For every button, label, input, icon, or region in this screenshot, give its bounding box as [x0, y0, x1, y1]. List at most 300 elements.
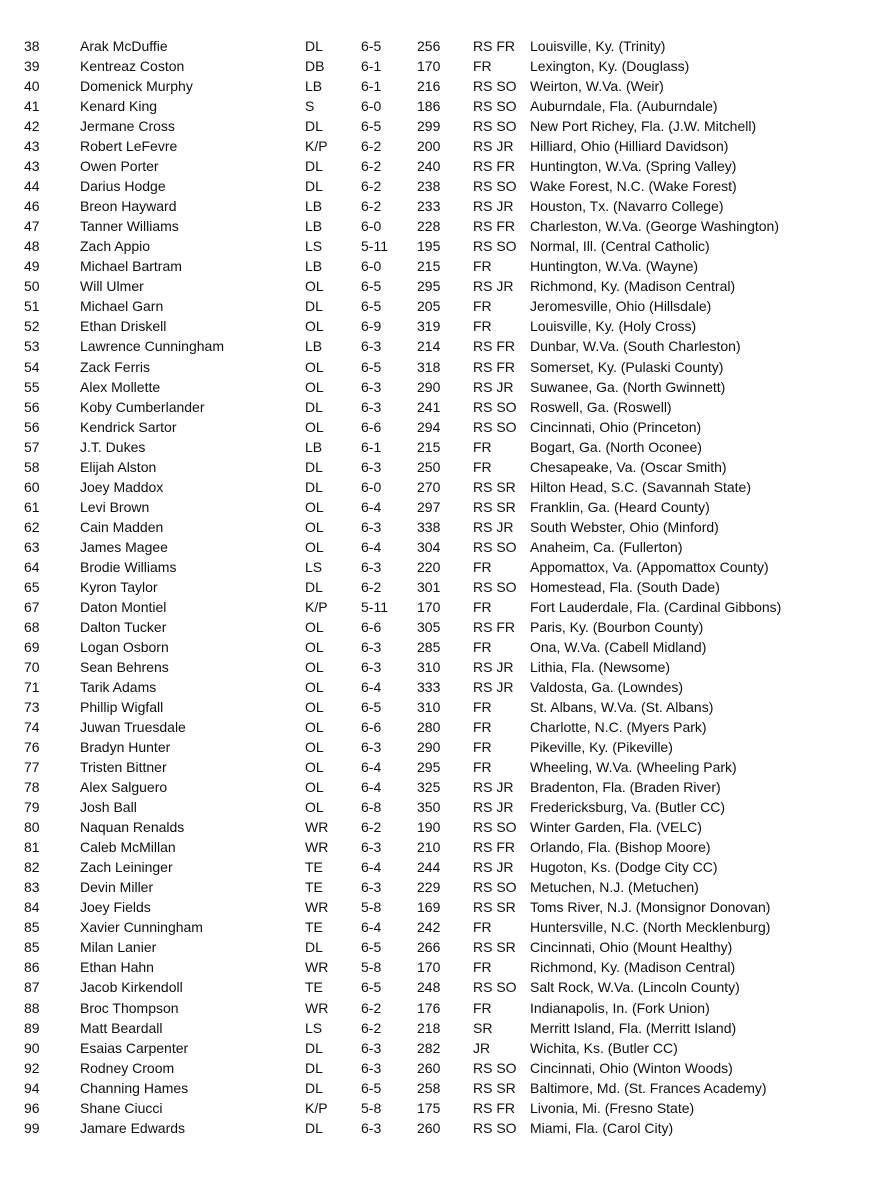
hometown: Charleston, W.Va. (George Washington)	[530, 218, 779, 235]
hometown: Huntersville, N.C. (North Mecklenburg)	[530, 919, 771, 936]
height: 6-1	[361, 438, 382, 455]
height: 5-8	[361, 959, 382, 976]
jersey-number: 90	[24, 1039, 40, 1056]
table-row	[0, 737, 880, 757]
player-name: Owen Porter	[80, 158, 159, 175]
position: DL	[305, 939, 323, 956]
position: LB	[305, 258, 323, 275]
height: 6-6	[361, 418, 382, 435]
position: DL	[305, 118, 323, 135]
jersey-number: 96	[24, 1099, 40, 1116]
position: LB	[305, 338, 323, 355]
position: K/P	[305, 138, 328, 155]
jersey-number: 40	[24, 78, 40, 95]
position: LB	[305, 78, 323, 95]
jersey-number: 88	[24, 999, 40, 1016]
table-row	[0, 196, 880, 216]
class-year: RS JR	[473, 378, 514, 395]
weight: 294	[417, 418, 441, 435]
position: OL	[305, 618, 324, 635]
jersey-number: 67	[24, 598, 40, 615]
weight: 266	[417, 939, 441, 956]
hometown: Miami, Fla. (Carol City)	[530, 1119, 674, 1136]
hometown: Richmond, Ky. (Madison Central)	[530, 278, 736, 295]
hometown: Louisville, Ky. (Trinity)	[530, 38, 666, 54]
weight: 295	[417, 759, 441, 776]
player-name: Cain Madden	[80, 518, 164, 535]
hometown: Bogart, Ga. (North Oconee)	[530, 438, 702, 455]
jersey-number: 77	[24, 759, 40, 776]
hometown: Cincinnati, Ohio (Mount Healthy)	[530, 939, 733, 956]
position: OL	[305, 699, 324, 716]
class-year: FR	[473, 999, 492, 1016]
hometown: Charlotte, N.C. (Myers Park)	[530, 719, 707, 736]
table-row	[0, 437, 880, 457]
table-row	[0, 156, 880, 176]
weight: 186	[417, 98, 441, 115]
height: 6-5	[361, 979, 382, 996]
position: OL	[305, 538, 324, 555]
height: 5-8	[361, 899, 382, 916]
player-name: Kendrick Sartor	[80, 418, 177, 435]
jersey-number: 78	[24, 779, 40, 796]
player-name: Arak McDuffie	[80, 38, 168, 54]
player-name: Esaias Carpenter	[80, 1039, 189, 1056]
height: 6-2	[361, 819, 382, 836]
player-name: Dalton Tucker	[80, 618, 167, 635]
position: LB	[305, 438, 323, 455]
weight: 175	[417, 1099, 441, 1116]
weight: 215	[417, 438, 441, 455]
position: OL	[305, 759, 324, 776]
jersey-number: 82	[24, 859, 40, 876]
height: 5-11	[361, 598, 388, 615]
height: 6-3	[361, 338, 382, 355]
table-row	[0, 457, 880, 477]
table-row	[0, 316, 880, 336]
class-year: FR	[473, 318, 492, 335]
position: WR	[305, 819, 329, 836]
height: 6-9	[361, 318, 382, 335]
position: OL	[305, 719, 324, 736]
player-name: Koby Cumberlander	[80, 398, 205, 415]
height: 6-5	[361, 939, 382, 956]
table-row	[0, 357, 880, 377]
height: 6-4	[361, 859, 382, 876]
table-row	[0, 537, 880, 557]
weight: 176	[417, 999, 441, 1016]
table-row	[0, 56, 880, 76]
weight: 215	[417, 258, 441, 275]
class-year: FR	[473, 739, 492, 756]
position: WR	[305, 999, 329, 1016]
class-year: FR	[473, 258, 492, 275]
weight: 200	[417, 138, 441, 155]
height: 5-8	[361, 1099, 382, 1116]
jersey-number: 41	[24, 98, 40, 115]
jersey-number: 58	[24, 458, 40, 475]
table-row	[0, 1078, 880, 1098]
hometown: Suwanee, Ga. (North Gwinnett)	[530, 378, 726, 395]
height: 6-5	[361, 1079, 382, 1096]
class-year: RS FR	[473, 839, 515, 856]
class-year: RS SO	[473, 98, 517, 115]
player-name: Elijah Alston	[80, 458, 157, 475]
weight: 290	[417, 739, 441, 756]
height: 6-3	[361, 839, 382, 856]
class-year: RS SO	[473, 178, 517, 195]
class-year: RS SO	[473, 398, 517, 415]
class-year: FR	[473, 298, 492, 315]
jersey-number: 42	[24, 118, 40, 135]
weight: 250	[417, 458, 441, 475]
player-name: Josh Ball	[80, 799, 137, 816]
weight: 305	[417, 618, 441, 635]
weight: 229	[417, 879, 441, 896]
table-row	[0, 597, 880, 617]
position: TE	[305, 859, 323, 876]
position: K/P	[305, 598, 328, 615]
jersey-number: 74	[24, 719, 40, 736]
weight: 216	[417, 78, 441, 95]
hometown: Metuchen, N.J. (Metuchen)	[530, 879, 699, 896]
player-name: Zack Ferris	[80, 358, 150, 375]
player-name: Joey Fields	[80, 899, 151, 916]
player-name: Devin Miller	[80, 879, 154, 896]
player-name: J.T. Dukes	[80, 438, 146, 455]
weight: 301	[417, 578, 441, 595]
height: 6-4	[361, 498, 382, 515]
weight: 169	[417, 899, 441, 916]
jersey-number: 57	[24, 438, 40, 455]
table-row	[0, 1098, 880, 1118]
class-year: FR	[473, 699, 492, 716]
table-row	[0, 657, 880, 677]
hometown: Cincinnati, Ohio (Princeton)	[530, 418, 702, 435]
class-year: FR	[473, 759, 492, 776]
jersey-number: 50	[24, 278, 40, 295]
player-name: Kenard King	[80, 98, 158, 115]
table-row	[0, 937, 880, 957]
weight: 260	[417, 1119, 441, 1136]
class-year: FR	[473, 719, 492, 736]
height: 6-8	[361, 799, 382, 816]
jersey-number: 64	[24, 558, 40, 575]
jersey-number: 81	[24, 839, 40, 856]
table-row	[0, 857, 880, 877]
player-name: Alex Salguero	[80, 779, 168, 796]
class-year: FR	[473, 558, 492, 575]
hometown: Homestead, Fla. (South Dade)	[530, 578, 720, 595]
hometown: Huntington, W.Va. (Spring Valley)	[530, 158, 737, 175]
height: 6-4	[361, 779, 382, 796]
jersey-number: 39	[24, 58, 40, 75]
hometown: South Webster, Ohio (Minford)	[530, 518, 719, 535]
weight: 248	[417, 979, 441, 996]
class-year: RS SO	[473, 819, 517, 836]
position: DL	[305, 458, 323, 475]
table-row	[0, 1038, 880, 1058]
jersey-number: 84	[24, 899, 40, 916]
jersey-number: 56	[24, 418, 40, 435]
table-row	[0, 116, 880, 136]
player-name: Channing Hames	[80, 1079, 189, 1096]
jersey-number: 70	[24, 658, 40, 675]
table-row	[0, 637, 880, 657]
hometown: Roswell, Ga. (Roswell)	[530, 398, 672, 415]
hometown: Normal, Ill. (Central Catholic)	[530, 238, 710, 255]
position: TE	[305, 919, 323, 936]
position: OL	[305, 779, 324, 796]
hometown: Livonia, Mi. (Fresno State)	[530, 1099, 695, 1116]
class-year: RS SR	[473, 498, 516, 515]
hometown: Winter Garden, Fla. (VELC)	[530, 819, 702, 836]
position: DB	[305, 58, 325, 75]
table-row	[0, 96, 880, 116]
table-row	[0, 517, 880, 537]
class-year: FR	[473, 919, 492, 936]
weight: 214	[417, 338, 441, 355]
position: OL	[305, 799, 324, 816]
position: DL	[305, 158, 323, 175]
hometown: Fredericksburg, Va. (Butler CC)	[530, 799, 726, 816]
class-year: RS SO	[473, 578, 517, 595]
position: OL	[305, 358, 324, 375]
class-year: RS JR	[473, 799, 514, 816]
weight: 299	[417, 118, 441, 135]
hometown: Huntington, W.Va. (Wayne)	[530, 258, 699, 275]
class-year: RS FR	[473, 1099, 515, 1116]
weight: 238	[417, 178, 441, 195]
hometown: Lexington, Ky. (Douglass)	[530, 58, 690, 75]
jersey-number: 48	[24, 238, 40, 255]
table-row	[0, 377, 880, 397]
table-row	[0, 977, 880, 997]
weight: 285	[417, 638, 441, 655]
jersey-number: 94	[24, 1079, 40, 1096]
player-name: Phillip Wigfall	[80, 699, 164, 716]
player-name: Matt Beardall	[80, 1019, 163, 1036]
height: 6-4	[361, 679, 382, 695]
weight: 228	[417, 218, 441, 235]
player-name: Ethan Driskell	[80, 318, 167, 335]
class-year: JR	[473, 1039, 491, 1056]
height: 6-3	[361, 398, 382, 415]
hometown: Louisville, Ky. (Holy Cross)	[530, 318, 697, 335]
player-name: Tanner Williams	[80, 218, 179, 235]
player-name: James Magee	[80, 538, 168, 555]
player-name: Joey Maddox	[80, 478, 164, 495]
class-year: RS JR	[473, 518, 514, 535]
table-row	[0, 236, 880, 256]
position: DL	[305, 398, 323, 415]
player-name: Caleb McMillan	[80, 839, 176, 856]
position: DL	[305, 178, 323, 195]
height: 6-5	[361, 278, 382, 295]
position: WR	[305, 959, 329, 976]
jersey-number: 61	[24, 498, 40, 515]
position: DL	[305, 298, 323, 315]
height: 6-3	[361, 638, 382, 655]
class-year: RS JR	[473, 198, 514, 215]
class-year: RS SO	[473, 538, 517, 555]
jersey-number: 83	[24, 879, 40, 896]
class-year: RS JR	[473, 679, 514, 695]
height: 6-3	[361, 658, 382, 675]
player-name: Domenick Murphy	[80, 78, 193, 95]
height: 6-3	[361, 458, 382, 475]
class-year: RS JR	[473, 278, 514, 295]
height: 6-5	[361, 298, 382, 315]
table-row	[0, 617, 880, 637]
player-name: Jacob Kirkendoll	[80, 979, 183, 996]
player-name: Shane Ciucci	[80, 1099, 163, 1116]
class-year: RS JR	[473, 658, 514, 675]
hometown: Wake Forest, N.C. (Wake Forest)	[530, 178, 737, 195]
class-year: FR	[473, 438, 492, 455]
weight: 297	[417, 498, 441, 515]
player-name: Jamare Edwards	[80, 1119, 186, 1136]
hometown: Somerset, Ky. (Pulaski County)	[530, 358, 724, 375]
table-row	[0, 36, 880, 56]
jersey-number: 85	[24, 939, 40, 956]
position: WR	[305, 839, 329, 856]
class-year: RS FR	[473, 158, 515, 175]
weight: 325	[417, 779, 441, 796]
jersey-number: 38	[24, 38, 40, 54]
position: LS	[305, 558, 323, 575]
table-row	[0, 136, 880, 156]
class-year: FR	[473, 58, 492, 75]
height: 6-0	[361, 98, 382, 115]
player-name: Tristen Bittner	[80, 759, 167, 776]
player-name: Darius Hodge	[80, 178, 166, 195]
height: 6-0	[361, 478, 382, 495]
height: 5-11	[361, 238, 388, 255]
hometown: Paris, Ky. (Bourbon County)	[530, 618, 704, 635]
height: 6-2	[361, 578, 382, 595]
hometown: Fort Lauderdale, Fla. (Cardinal Gibbons)	[530, 598, 782, 615]
table-row	[0, 176, 880, 196]
hometown: Auburndale, Fla. (Auburndale)	[530, 98, 718, 115]
class-year: RS SO	[473, 238, 517, 255]
hometown: Anaheim, Ca. (Fullerton)	[530, 538, 683, 555]
hometown: Wichita, Ks. (Butler CC)	[530, 1039, 678, 1056]
hometown: Merritt Island, Fla. (Merritt Island)	[530, 1019, 737, 1036]
hometown: Baltimore, Md. (St. Frances Academy)	[530, 1079, 767, 1096]
jersey-number: 62	[24, 518, 40, 535]
player-name: Michael Garn	[80, 298, 164, 315]
hometown: Indianapolis, In. (Fork Union)	[530, 999, 710, 1016]
height: 6-5	[361, 699, 382, 716]
height: 6-0	[361, 218, 382, 235]
class-year: RS SO	[473, 979, 517, 996]
position: DL	[305, 1039, 323, 1056]
jersey-number: 43	[24, 158, 40, 175]
jersey-number: 69	[24, 638, 40, 655]
height: 6-1	[361, 78, 382, 95]
height: 6-4	[361, 919, 382, 936]
position: WR	[305, 899, 329, 916]
jersey-number: 54	[24, 358, 40, 375]
class-year: RS SR	[473, 1079, 516, 1096]
weight: 338	[417, 518, 441, 535]
class-year: RS SR	[473, 899, 516, 916]
class-year: RS JR	[473, 859, 514, 876]
jersey-number: 53	[24, 338, 40, 355]
hometown: Hilliard, Ohio (Hilliard Davidson)	[530, 138, 729, 155]
class-year: RS JR	[473, 779, 514, 796]
weight: 256	[417, 38, 441, 54]
height: 6-3	[361, 739, 382, 756]
weight: 233	[417, 198, 441, 215]
position: K/P	[305, 1099, 328, 1116]
table-row	[0, 998, 880, 1018]
weight: 310	[417, 658, 441, 675]
hometown: Salt Rock, W.Va. (Lincoln County)	[530, 979, 740, 996]
height: 6-4	[361, 759, 382, 776]
hometown: Dunbar, W.Va. (South Charleston)	[530, 338, 741, 355]
jersey-number: 89	[24, 1019, 40, 1036]
height: 6-2	[361, 158, 382, 175]
weight: 205	[417, 298, 441, 315]
jersey-number: 99	[24, 1119, 40, 1136]
table-row	[0, 717, 880, 737]
hometown: Cincinnati, Ohio (Winton Woods)	[530, 1059, 733, 1076]
weight: 280	[417, 719, 441, 736]
class-year: SR	[473, 1019, 493, 1036]
position: LS	[305, 1019, 323, 1036]
height: 6-2	[361, 178, 382, 195]
height: 6-5	[361, 358, 382, 375]
table-row	[0, 557, 880, 577]
position: OL	[305, 418, 324, 435]
class-year: RS SR	[473, 939, 516, 956]
hometown: Houston, Tx. (Navarro College)	[530, 198, 724, 215]
table-row	[0, 477, 880, 497]
weight: 318	[417, 358, 441, 375]
table-row	[0, 216, 880, 236]
table-row	[0, 417, 880, 437]
weight: 218	[417, 1019, 441, 1036]
jersey-number: 55	[24, 378, 40, 395]
position: DL	[305, 578, 323, 595]
height: 6-3	[361, 558, 382, 575]
height: 6-3	[361, 518, 382, 535]
table-row	[0, 276, 880, 296]
table-row	[0, 957, 880, 977]
table-row	[0, 1058, 880, 1078]
jersey-number: 47	[24, 218, 40, 235]
hometown: Ona, W.Va. (Cabell Midland)	[530, 638, 707, 655]
position: OL	[305, 498, 324, 515]
weight: 170	[417, 58, 441, 75]
player-name: Juwan Truesdale	[80, 719, 186, 736]
hometown: Jeromesville, Ohio (Hillsdale)	[530, 298, 712, 315]
player-name: Naquan Renalds	[80, 819, 185, 836]
player-name: Kentreaz Coston	[80, 58, 185, 75]
hometown: Lithia, Fla. (Newsome)	[530, 658, 671, 675]
hometown: Appomattox, Va. (Appomattox County)	[530, 558, 769, 575]
player-name: Jermane Cross	[80, 118, 175, 135]
class-year: RS FR	[473, 358, 515, 375]
jersey-number: 43	[24, 138, 40, 155]
class-year: FR	[473, 638, 492, 655]
table-row	[0, 797, 880, 817]
class-year: RS SO	[473, 118, 517, 135]
weight: 195	[417, 238, 441, 255]
table-row	[0, 837, 880, 857]
